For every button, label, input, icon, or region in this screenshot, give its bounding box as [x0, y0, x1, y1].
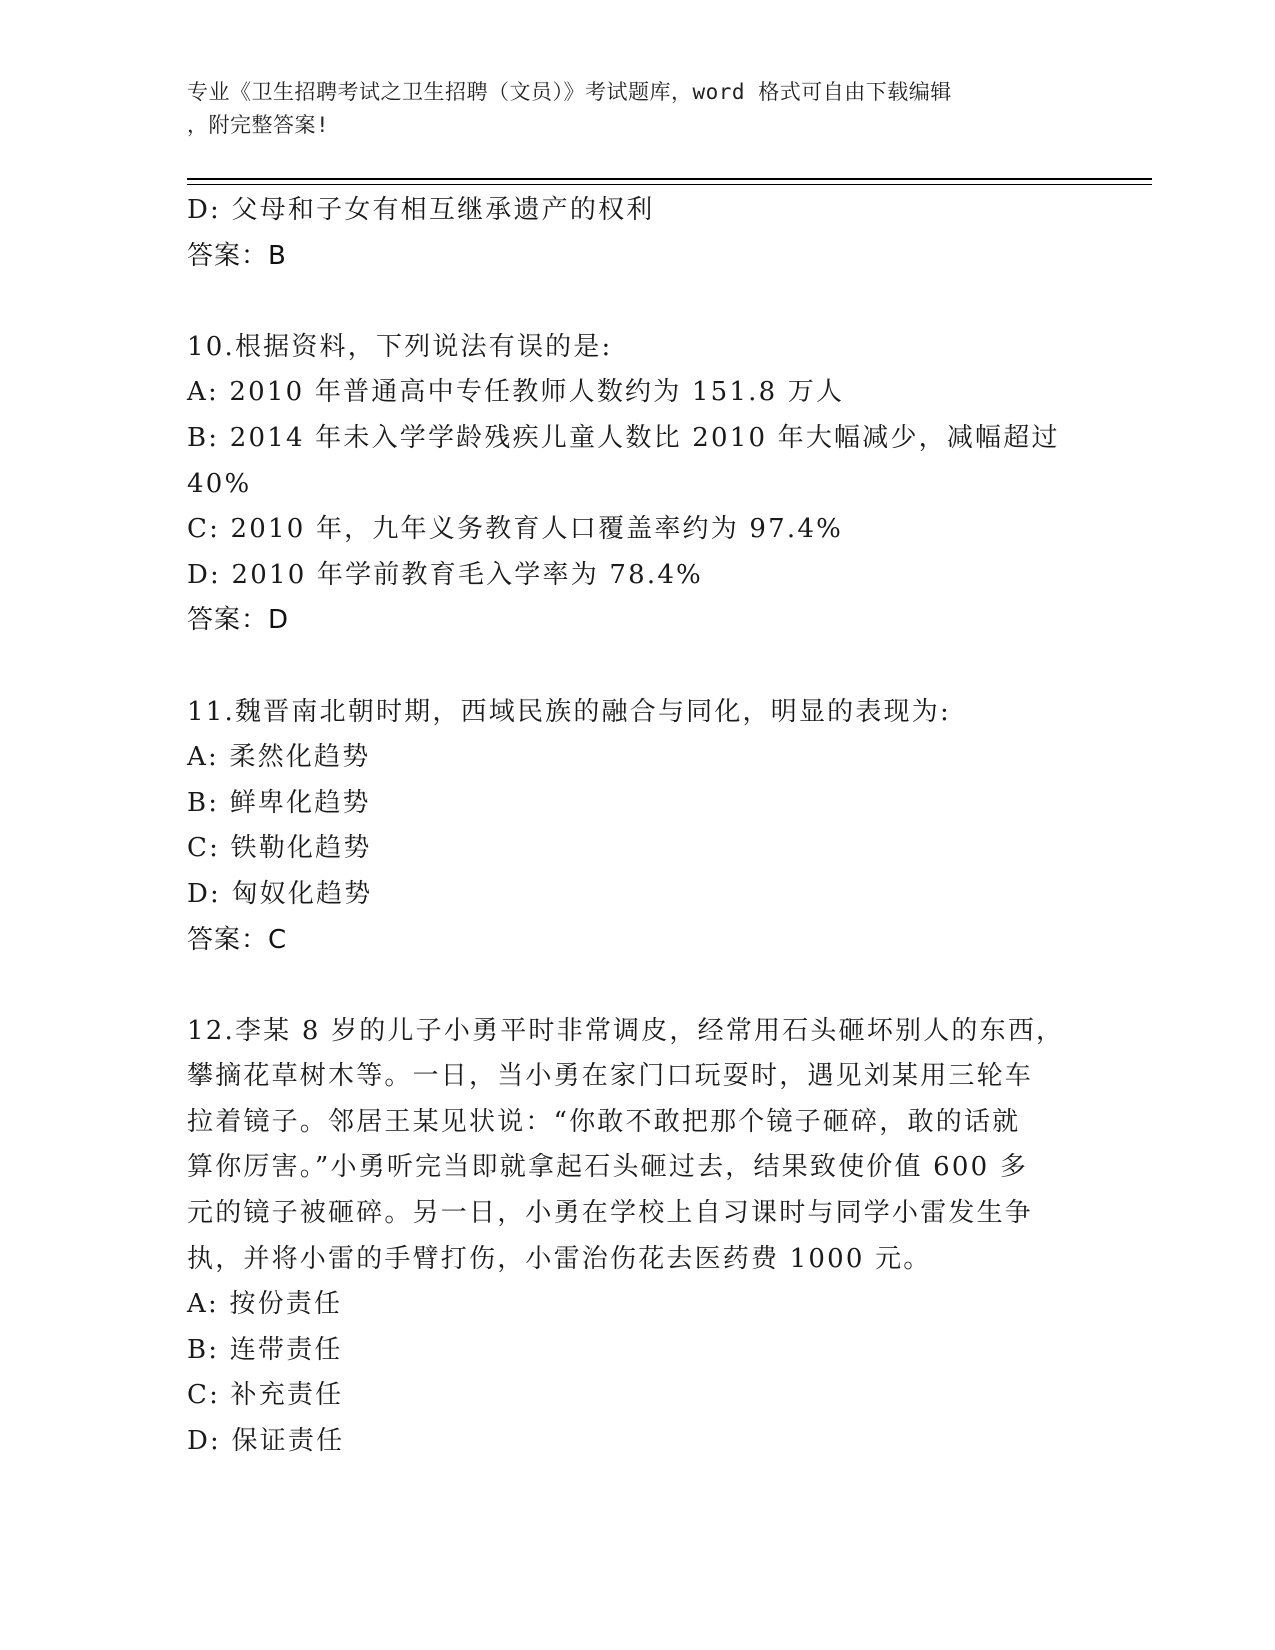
answer-line: 答案：D [187, 605, 290, 636]
question-11 [187, 690, 1067, 964]
option-b: B: 鲜卑化趋势 [187, 787, 371, 818]
option-a: A: 2010 年普通高中专任教师人数约为 151.8 万人 [187, 377, 845, 408]
option-a: A: 按份责任 [187, 1289, 343, 1320]
option-b-continued: 40% [187, 468, 252, 499]
question-12 [187, 1009, 1067, 1465]
question-stem: 10.根据资料，下列说法有误的是: [187, 331, 613, 362]
option-a: A: 柔然化趋势 [187, 742, 371, 773]
document-header [187, 76, 1067, 142]
option-c: C: 铁勒化趋势 [187, 833, 372, 864]
spacer [187, 644, 1067, 690]
header-line-2: ，附完整答案! [187, 113, 330, 137]
option-c: C: 补充责任 [187, 1380, 344, 1411]
header-divider-thick [187, 178, 1152, 180]
question-stem-line: 元的镜子被砸碎。另一日，小勇在学校上自习课时与同学小雷发生争 [187, 1198, 1034, 1229]
answer-line: 答案：C [187, 924, 288, 955]
answer-line: 答案：B [187, 240, 287, 271]
header-divider-thin [187, 184, 1152, 185]
option-c: C: 2010 年，九年义务教育人口覆盖率约为 97.4% [187, 514, 844, 545]
question-stem-line: 执，并将小雷的手臂打伤，小雷治伤花去医药费 1000 元。 [187, 1243, 932, 1274]
question-stem-line: 算你厉害。”小勇听完当即就拿起石头砸过去，结果致使价值 600 多 [187, 1152, 1029, 1183]
question-stem-line: 12.李某 8 岁的儿子小勇平时非常调皮，经常用石头砸坏别人的东西， [187, 1015, 1065, 1046]
question-stem-line: 拉着镜子。邻居王某见状说：“你敢不敢把那个镜子砸碎，敢的话就 [187, 1106, 1021, 1137]
option-d: D: 匈奴化趋势 [187, 878, 373, 909]
prev-question-tail [187, 188, 1067, 279]
spacer [187, 963, 1067, 1009]
document-body [187, 188, 1067, 1465]
question-stem: 11.魏晋南北朝时期，西域民族的融合与同化，明显的表现为: [187, 696, 951, 727]
question-10 [187, 325, 1067, 644]
option-d: D: 保证责任 [187, 1426, 345, 1457]
question-stem-line: 攀摘花草树木等。一日，当小勇在家门口玩耍时，遇见刘某用三轮车 [187, 1061, 1034, 1092]
option-d: D: 父母和子女有相互继承遗产的权利 [187, 195, 655, 225]
option-b: B: 2014 年未入学学龄残疾儿童人数比 2010 年大幅减少，减幅超过 [187, 422, 1060, 453]
spacer [187, 279, 1067, 325]
header-line-1: 专业《卫生招聘考试之卫生招聘（文员）》考试题库，word 格式可自由下载编辑 [187, 80, 952, 104]
option-d: D: 2010 年学前教育毛入学率为 78.4% [187, 559, 703, 590]
option-b: B: 连带责任 [187, 1334, 343, 1365]
